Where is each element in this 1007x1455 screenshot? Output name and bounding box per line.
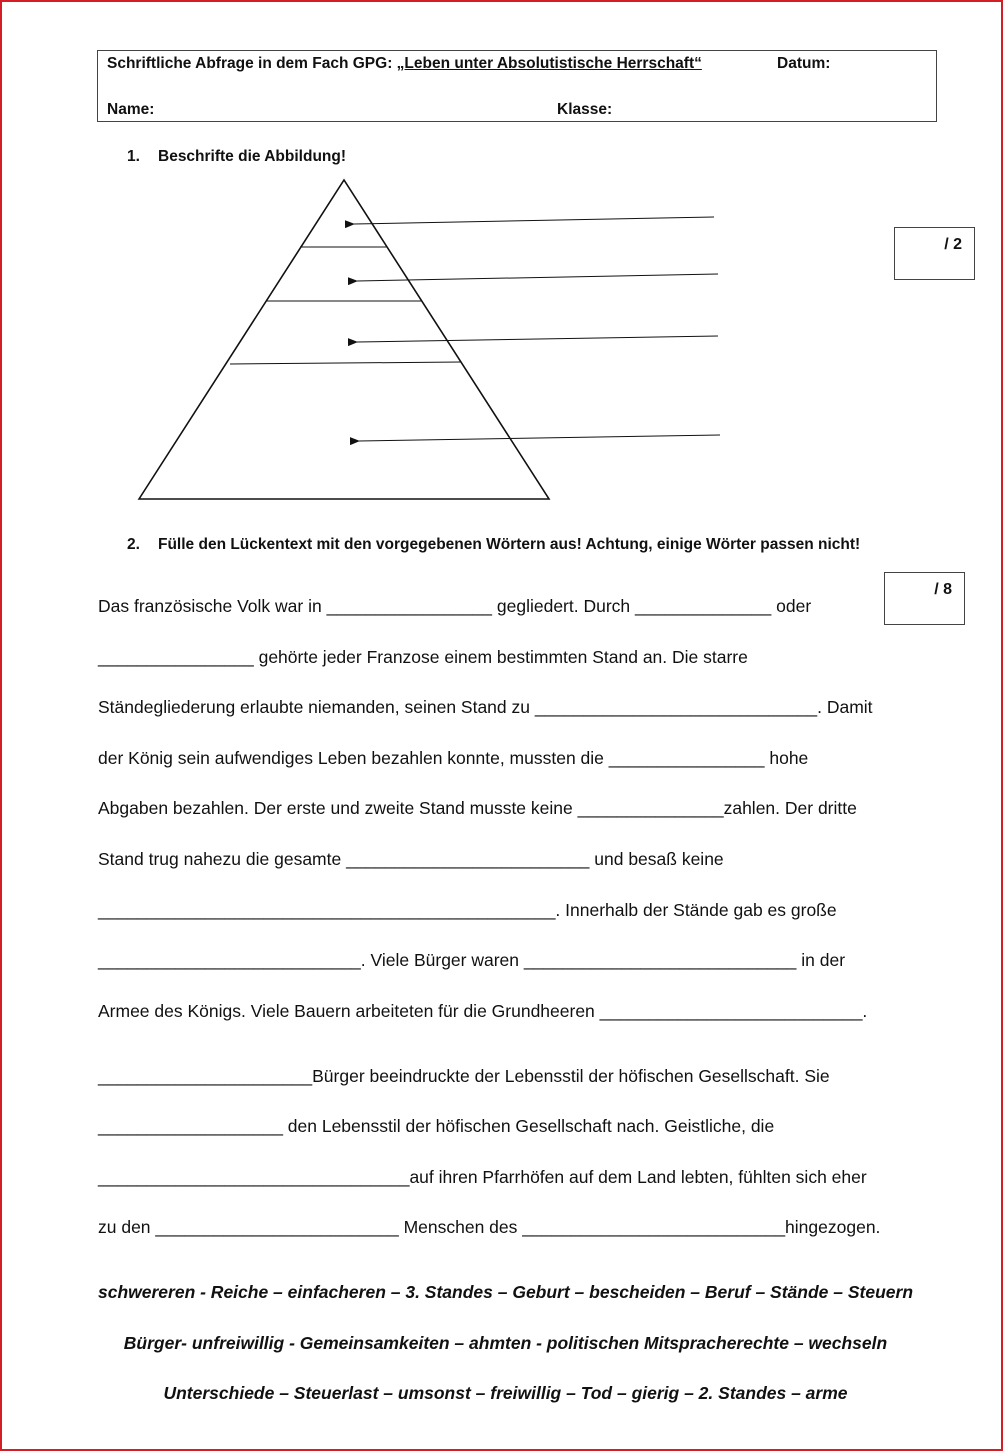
- cloze-line-12: ________________________________auf ihren Pfarrhöfen auf dem Land lebten, fühlten sich eher: [98, 1167, 867, 1187]
- word-bank-line-2: Bürger- unfreiwillig - Gemeinsamkeiten – ahmten - politischen Mitspracherechte – wechseln: [123, 1333, 888, 1353]
- word-bank-line-1: schwereren - Reiche – einfacheren – 3. Standes – Geburt – bescheiden – Beruf – Stände – Steuern: [97, 1282, 914, 1302]
- task-1-instruction: Beschrifte die Abbildung!: [158, 148, 347, 165]
- cloze-line-3: Ständegliederung erlaubte niemanden, seinen Stand zu _____________________________. Damit: [98, 697, 873, 717]
- task-2-instruction: Fülle den Lückentext mit den vorgegebenen Wörtern aus! Achtung, einige Wörter passen nicht!: [158, 536, 861, 553]
- title-prefix: Schriftliche Abfrage in dem Fach GPG:: [107, 55, 397, 72]
- cloze-line-6: Stand trug nahezu die gesamte _________________________ und besaß keine: [98, 849, 724, 869]
- task-2-heading: [127, 536, 860, 554]
- cloze-line-4: der König sein aufwendiges Leben bezahlen konnte, mussten die ________________ hohe: [98, 748, 809, 768]
- cloze-line-11: ___________________ den Lebensstil der höfischen Gesellschaft nach. Geistliche, die: [98, 1116, 775, 1136]
- label-arrow-4: [359, 435, 720, 441]
- task-1-number: 1.: [127, 148, 140, 165]
- label-arrow-1: [354, 217, 714, 224]
- name-label: Name:: [107, 101, 155, 118]
- word-bank-line-3: Unterschiede – Steuerlast – umsonst – freiwillig – Tod – gierig – 2. Standes – arme: [163, 1383, 848, 1403]
- task-1-score-box: / 2: [894, 227, 975, 280]
- cloze-line-7: _______________________________________________. Innerhalb der Stände gab es große: [98, 900, 837, 920]
- cloze-line-8: ___________________________. Viele Bürger waren ____________________________ in der: [98, 950, 846, 970]
- label-arrow-2: [357, 274, 718, 281]
- date-label: Datum:: [777, 55, 831, 72]
- title-topic: „Leben unter Absolutistische Herrschaft“: [396, 55, 702, 72]
- cloze-line-10: ______________________Bürger beeindruckte der Lebensstil der höfischen Gesellschaft. Sie: [98, 1066, 830, 1086]
- cloze-line-13: zu den _________________________ Menschen des ___________________________hingezogen.: [98, 1217, 881, 1237]
- label-arrow-3: [357, 336, 718, 342]
- task-2-score-box: / 8: [884, 572, 965, 625]
- cloze-line-1: Das französische Volk war in _________________ gegliedert. Durch ______________ oder: [98, 596, 812, 616]
- task-2-number: 2.: [127, 536, 140, 553]
- class-label: Klasse:: [557, 101, 613, 118]
- cloze-line-5: Abgaben bezahlen. Der erste und zweite Stand musste keine _______________zahlen. Der dritte: [98, 798, 857, 818]
- cloze-line-9: Armee des Königs. Viele Bauern arbeiteten für die Grundheeren ___________________________.: [98, 1001, 868, 1021]
- pyramid-divider-3: [230, 362, 461, 364]
- pyramid-figure: [2, 2, 1005, 522]
- cloze-line-2: ________________ gehörte jeder Franzose einem bestimmten Stand an. Die starre: [98, 647, 748, 667]
